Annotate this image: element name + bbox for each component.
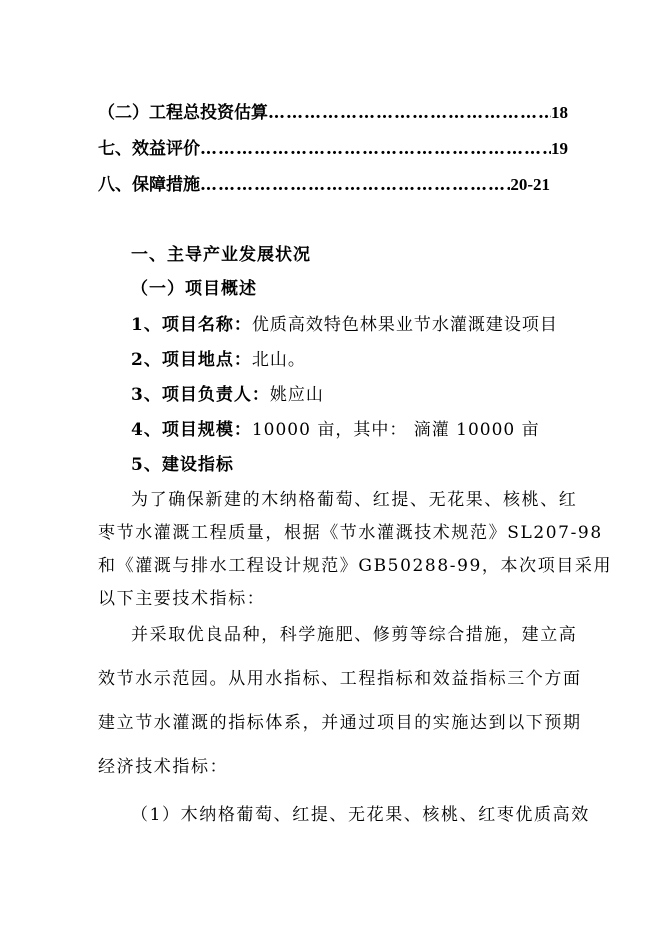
- item-label: 2、项目地点：: [131, 350, 252, 370]
- toc-leader-dots: [200, 175, 510, 195]
- toc-page-number: 20-21: [510, 175, 550, 194]
- item-value: 北山。: [251, 350, 306, 370]
- item-label: 5、建设指标: [131, 455, 234, 475]
- toc-page-number: 18: [551, 103, 568, 122]
- paragraph-line: 并采取优良品种，科学施肥、修剪等综合措施，建立高: [131, 625, 578, 645]
- project-name-item: [131, 310, 558, 335]
- paragraph-line: 以下主要技术指标：: [98, 589, 266, 609]
- paragraph-line: 为了确保新建的木纳格葡萄、红提、无花果、核桃、红: [131, 490, 578, 510]
- paragraph-line: 枣节水灌溉工程质量，根据《节水灌溉技术规范》SL207-98: [98, 523, 603, 543]
- construction-indicators-item: [131, 450, 234, 475]
- paragraph-line: 经济技术指标：: [98, 757, 229, 777]
- item-value: 优质高效特色林果业节水灌溉建设项目: [251, 315, 558, 335]
- toc-entry: [98, 134, 568, 160]
- toc-title: 七、效益评价: [98, 139, 200, 159]
- toc-page-number: 19: [551, 139, 568, 158]
- item-value: 10000 亩，其中： 滴灌 10000 亩: [251, 420, 540, 440]
- paragraph-line: （1）木纳格葡萄、红提、无花果、核桃、红枣优质高效: [131, 805, 590, 825]
- item-label: 4、项目规模：: [131, 420, 252, 440]
- toc-title: （二）工程总投资估算: [98, 103, 268, 123]
- toc-leader-dots: [268, 103, 551, 123]
- item-label: 1、项目名称：: [131, 315, 252, 335]
- item-value: 姚应山: [269, 385, 324, 405]
- paragraph-line: 效节水示范园。从用水指标、工程指标和效益指标三个方面: [98, 669, 582, 689]
- toc-title: 八、保障措施: [98, 175, 200, 195]
- toc-entry: [98, 98, 568, 124]
- paragraph-line: 建立节水灌溉的指标体系，并通过项目的实施达到以下预期: [98, 713, 582, 733]
- toc-entry: [98, 170, 550, 196]
- paragraph-line: 和《灌溉与排水工程设计规范》GB50288-99，本次项目采用: [98, 556, 613, 576]
- section-heading: 一、主导产业发展状况: [131, 245, 311, 265]
- project-location-item: [131, 345, 306, 370]
- subsection-heading: （一）项目概述: [131, 279, 257, 299]
- project-scale-item: [131, 415, 540, 440]
- item-label: 3、项目负责人：: [131, 385, 270, 405]
- toc-leader-dots: [200, 139, 551, 159]
- project-lead-item: [131, 380, 324, 405]
